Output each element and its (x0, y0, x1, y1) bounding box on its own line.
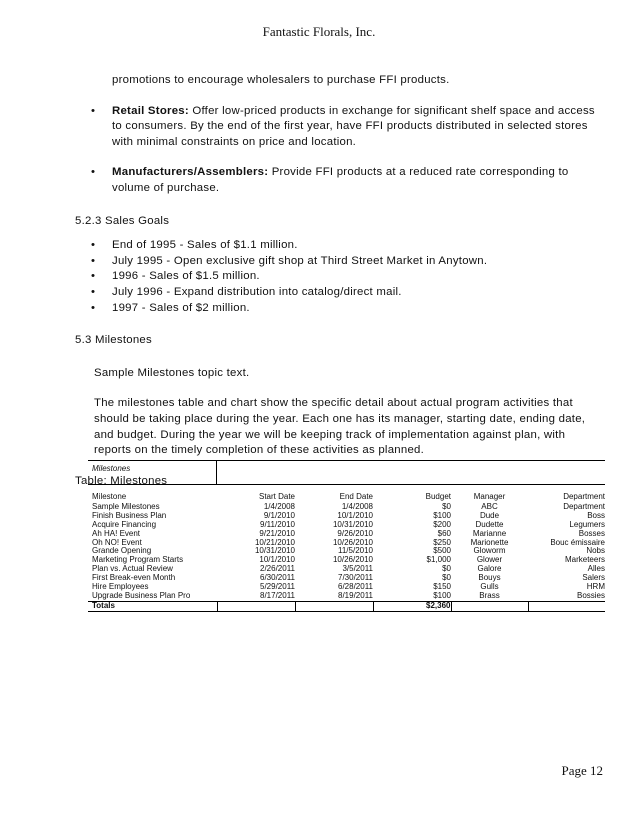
table-cell: HRM (586, 583, 605, 592)
table-cell: 1/4/2008 (341, 502, 373, 511)
table-cell: $100 (433, 511, 451, 520)
table-cell: Legumers (569, 520, 605, 529)
table-cell: 10/26/2010 (332, 556, 373, 565)
bullet-icon: • (91, 166, 96, 179)
empty-cell (217, 601, 295, 611)
strategy-term: Retail Stores: (112, 104, 189, 117)
table-cell: 6/28/2011 (338, 583, 373, 592)
totals-cell: Totals (88, 601, 217, 611)
table-cell: Acquire Financing (92, 520, 157, 529)
table-cell: 10/31/2010 (332, 520, 373, 529)
table-row (88, 512, 605, 521)
column-header: Milestone (92, 493, 127, 501)
table-cell: Galore (477, 565, 502, 574)
table-cell: 10/31/2010 (254, 547, 295, 556)
list-item (75, 165, 605, 196)
table-cell: Upgrade Business Plan Pro (92, 591, 191, 600)
intro-continuation: promotions to encourage wholesalers to purchase FFI products. (112, 74, 450, 86)
table-cell: Bouys (478, 574, 501, 583)
table-cell: 2/26/2011 (260, 565, 295, 574)
table-row (88, 574, 605, 583)
table-cell: 10/26/2010 (332, 538, 373, 547)
table-cell: Boss (587, 511, 605, 520)
table-cell: Bossies (576, 591, 605, 600)
list-item: • July 1996 - Expand distribution into catalog/direct mail. (75, 285, 605, 301)
table-cell: Bouc émissaire (550, 538, 605, 547)
table-cell: Marianne (472, 529, 507, 538)
table-cell: $150 (433, 583, 451, 592)
sales-goals-heading: 5.2.3 Sales Goals (75, 214, 170, 227)
sales-goals-list (75, 238, 605, 316)
column-header: End Date (339, 493, 373, 501)
table-cell: Glower (476, 556, 503, 565)
company-name: Fantastic Florals, Inc. (262, 24, 376, 39)
table-cell: Marketing Program Starts (92, 556, 184, 565)
list-item: • End of 1995 - Sales of $1.1 million. (75, 238, 605, 254)
table-cell: $250 (433, 538, 451, 547)
table-cell: Sample Milestones (92, 502, 160, 511)
table-cell: 8/19/2011 (338, 591, 373, 600)
table-cell: 9/1/2010 (263, 511, 295, 520)
strategy-list (75, 104, 605, 197)
table-cell: 3/5/2011 (342, 565, 373, 574)
milestones-description: The milestones table and chart show the specific detail about actual program activities that should be taking place during the year. Each one has its manager, starting date, ending date, and budget. During the year we will be keeping track of implementation against plan, with reports on the timely completion of these activities as planned. (94, 397, 586, 457)
table-label: Table: Milestones (75, 474, 168, 487)
table-header-row (88, 493, 605, 503)
bullet-icon: • (91, 285, 96, 298)
table-cell: 10/1/2010 (337, 511, 373, 520)
empty-cell (528, 601, 605, 611)
table-cell: $1,000 (426, 556, 451, 565)
table-row (88, 547, 605, 556)
column-header: Manager (473, 493, 506, 501)
totals-row (88, 601, 605, 611)
table-cell: 9/11/2010 (260, 520, 295, 529)
list-item: • July 1995 - Open exclusive gift shop at Third Street Market in Anytown. (75, 254, 605, 270)
table-cell: 9/26/2010 (337, 529, 373, 538)
column-header: Budget (425, 493, 451, 501)
table-cell: Hire Employees (92, 583, 149, 592)
table-cell: Bosses (578, 529, 605, 538)
table-cell: Alles (587, 565, 605, 574)
column-header: Department (563, 493, 605, 501)
empty-cell (451, 601, 528, 611)
table-row (88, 521, 605, 530)
bullet-icon: • (91, 254, 96, 267)
table-cell: Marionette (470, 538, 509, 547)
table-cell: 1/4/2008 (263, 502, 295, 511)
table-row (88, 503, 605, 512)
table-cell: Salers (582, 574, 605, 583)
table-cell: Finish Business Plan (92, 511, 167, 520)
table-cell: 7/30/2011 (338, 574, 373, 583)
document-body (75, 73, 605, 489)
table-cell: Plan vs. Actual Review (92, 565, 173, 574)
empty-cell (295, 601, 373, 611)
bullet-icon: • (91, 270, 96, 283)
milestones-topic-text: Sample Milestones topic text. (94, 366, 250, 379)
table-cell: Gloworm (473, 547, 506, 556)
table-cell: $0 (442, 574, 451, 583)
table-cell: Marketeers (564, 556, 605, 565)
list-item (75, 104, 605, 151)
table-title-bar (88, 461, 605, 485)
table-cell: ABC (481, 502, 498, 511)
table-row (88, 565, 605, 574)
table-cell: First Break-even Month (92, 574, 176, 583)
page-header (0, 24, 638, 40)
strategy-term: Manufacturers/Assemblers: (112, 166, 269, 179)
table-cell: $0 (442, 565, 451, 574)
table-row (88, 539, 605, 548)
bullet-icon: • (91, 301, 96, 314)
milestones-table (88, 460, 605, 612)
table-row (88, 583, 605, 592)
milestones-grid (88, 493, 605, 612)
table-cell: Ah HA! Event (92, 529, 141, 538)
table-cell: 6/30/2011 (260, 574, 295, 583)
bullet-icon: • (91, 104, 96, 117)
table-cell: $0 (442, 502, 451, 511)
bullet-icon: • (91, 239, 96, 252)
strategy-text: Provide FFI products at a reduced rate corresponding to volume of purchase. (112, 166, 569, 194)
table-cell: Gulls (480, 583, 499, 592)
table-cell: Grande Opening (92, 547, 152, 556)
milestones-heading: 5.3 Milestones (75, 334, 152, 347)
page-number: Page 12 (561, 763, 603, 778)
table-cell: $500 (433, 547, 451, 556)
list-item: • 1997 - Sales of $2 million. (75, 301, 605, 317)
table-cell: Oh NO! Event (92, 538, 142, 547)
table-row (88, 592, 605, 601)
list-item: • 1996 - Sales of $1.5 million. (75, 269, 605, 285)
strategy-text: Offer low-priced products in exchange for significant shelf space and access to consumers. By the end of the first year, have FFI products distributed in selected stores with minimal constraints on price and location. (112, 104, 595, 148)
table-cell: 11/5/2010 (338, 547, 373, 556)
table-cell: $200 (433, 520, 451, 529)
table-cell: Nobs (586, 547, 605, 556)
table-cell: Dudette (475, 520, 504, 529)
table-cell: 10/21/2010 (254, 538, 295, 547)
table-cell: $60 (437, 529, 451, 538)
table-row (88, 530, 605, 539)
table-cell: 9/21/2010 (259, 529, 295, 538)
table-title: Milestones (88, 461, 217, 484)
table-cell: Department (563, 502, 605, 511)
table-row (88, 556, 605, 565)
table-cell: $100 (433, 591, 451, 600)
table-cell: 10/1/2010 (259, 556, 295, 565)
totals-cell: $2,360 (373, 601, 451, 611)
table-cell: 8/17/2011 (260, 591, 295, 600)
column-header: Start Date (258, 493, 295, 501)
table-cell: 5/29/2011 (260, 583, 295, 592)
table-cell: Brass (479, 591, 500, 600)
table-cell: Dude (479, 511, 500, 520)
